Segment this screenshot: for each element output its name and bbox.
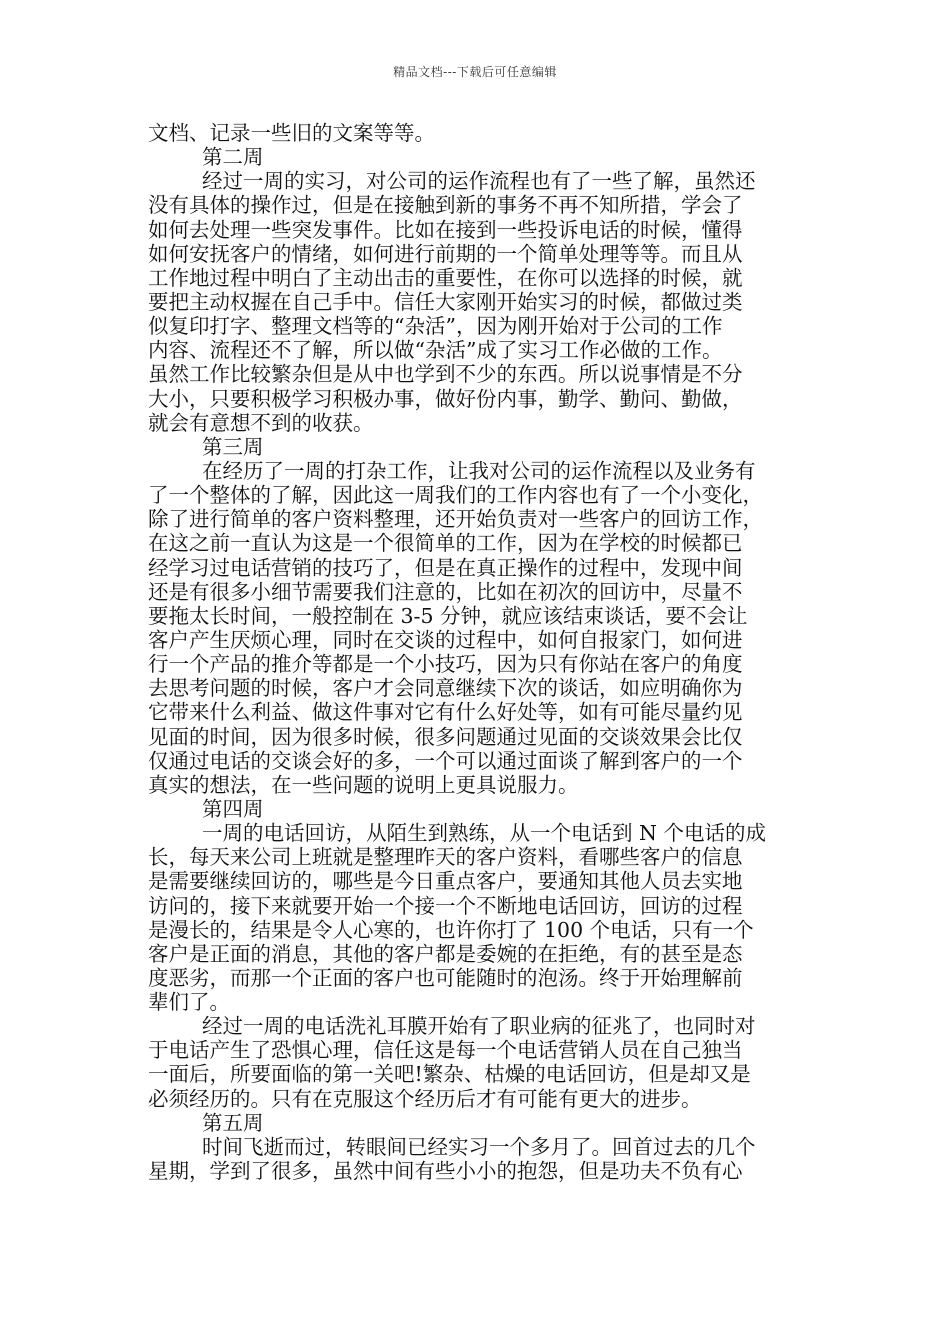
- section-heading: 第五周: [202, 1110, 264, 1135]
- text-line: 客户产生厌烦心理，同时在交谈的过程中，如何自报家门，如何进: [148, 627, 743, 652]
- text-line: 星期，学到了很多，虽然中间有些小小的抱怨，但是功夫不负有心: [148, 1159, 743, 1184]
- text-line: 经过一周的电话洗礼耳膜开始有了职业病的征兆了，也同时对: [202, 1014, 756, 1039]
- text-line: 还是有很多小细节需要我们注意的，比如在初次的回访中，尽量不: [148, 579, 743, 604]
- text-line: 似复印打字、整理文档等的“杂活”，因为刚开始对于公司的工作: [148, 314, 723, 339]
- text-line: 辈们了。: [148, 990, 230, 1015]
- text-line: 要拖太长时间，一般控制在 3-5 分钟，就应该结束谈话，要不会让: [148, 603, 748, 628]
- section-heading: 第二周: [202, 145, 264, 170]
- text-line: 在这之前一直认为这是一个很简单的工作，因为在学校的时候都已: [148, 531, 743, 556]
- text-line: 它带来什么利益、做这件事对它有什么好处等，如有可能尽量约见: [148, 700, 743, 725]
- page-header: 精品文档---下载后可任意编辑: [393, 65, 557, 79]
- text-line: 见面的时间，因为很多时候，很多问题通过见面的交谈效果会比仅: [148, 724, 743, 749]
- text-line: 必须经历的。只有在克服这个经历后才有可能有更大的进步。: [148, 1086, 702, 1111]
- text-line: 是需要继续回访的，哪些是今日重点客户，要通知其他人员去实地: [148, 869, 743, 894]
- section-heading: 第三周: [202, 434, 264, 459]
- text-line: 就会有意想不到的收获。: [148, 410, 374, 435]
- text-line: 是漫长的，结果是令人心寒的，也许你打了 100 个电话，只有一个: [148, 917, 754, 942]
- text-line: 文档、记录一些旧的文案等等。: [148, 121, 435, 145]
- text-line: 行一个产品的推介等都是一个小技巧，因为只有你站在客户的角度: [148, 652, 743, 677]
- text-line: 工作地过程中明白了主动出击的重要性，在你可以选择的时候，就: [148, 265, 743, 290]
- text-line: 访问的，接下来就要开始一个接一个不断地电话回访，回访的过程: [148, 893, 743, 918]
- text-line: 一周的电话回访，从陌生到熟练，从一个电话到 N 个电话的成: [202, 821, 766, 846]
- text-line: 大小，只要积极学习积极办事，做好份内事，勤学、勤问、勤做，: [148, 386, 743, 411]
- text-line: 一面后，所要面临的第一关吧!繁杂、枯燥的电话回访，但是却又是: [148, 1062, 751, 1087]
- text-line: 如何去处理一些突发事件。比如在接到一些投诉电话的时候，懂得: [148, 217, 743, 242]
- text-line: 长，每天来公司上班就是整理昨天的客户资料，看哪些客户的信息: [148, 845, 743, 870]
- section-heading: 第四周: [202, 796, 264, 821]
- text-line: 没有具体的操作过，但是在接触到新的事务不再不知所措，学会了: [148, 193, 743, 218]
- text-line: 内容、流程还不了解，所以做“杂活”成了实习工作必做的工作。: [148, 338, 723, 363]
- text-line: 虽然工作比较繁杂但是从中也学到不少的东西。所以说事情是不分: [148, 362, 743, 387]
- text-line: 经学习过电话营销的技巧了，但是在真正操作的过程中，发现中间: [148, 555, 743, 580]
- text-line: 如何安抚客户的情绪，如何进行前期的一个简单处理等等。而且从: [148, 241, 743, 266]
- text-line: 度恶劣，而那一个正面的客户也可能随时的泡汤。终于开始理解前: [148, 965, 743, 990]
- text-line: 经过一周的实习，对公司的运作流程也有了一些了解，虽然还: [202, 169, 756, 194]
- text-line: 去思考问题的时候，客户才会同意继续下次的谈话，如应明确你为: [148, 676, 743, 701]
- document-body: [148, 121, 810, 1183]
- text-line: 于电话产生了恐惧心理，信任这是每一个电话营销人员在自己独当: [148, 1038, 743, 1063]
- text-line: 时间飞逝而过，转眼间已经实习一个多月了。回首过去的几个: [202, 1134, 756, 1159]
- text-line: 真实的想法，在一些问题的说明上更具说服力。: [148, 772, 579, 797]
- text-line: 客户是正面的消息，其他的客户都是委婉的在拒绝，有的甚至是态: [148, 941, 743, 966]
- text-line: 仅通过电话的交谈会好的多，一个可以通过面谈了解到客户的一个: [148, 748, 743, 773]
- text-line: 要把主动权握在自己手中。信任大家刚开始实习的时候，都做过类: [148, 289, 743, 314]
- text-line: 除了进行简单的客户资料整理，还开始负责对一些客户的回访工作，: [148, 507, 763, 532]
- text-line: 了一个整体的了解，因此这一周我们的工作内容也有了一个小变化，: [148, 483, 763, 508]
- text-line: 在经历了一周的打杂工作，让我对公司的运作流程以及业务有: [202, 458, 756, 483]
